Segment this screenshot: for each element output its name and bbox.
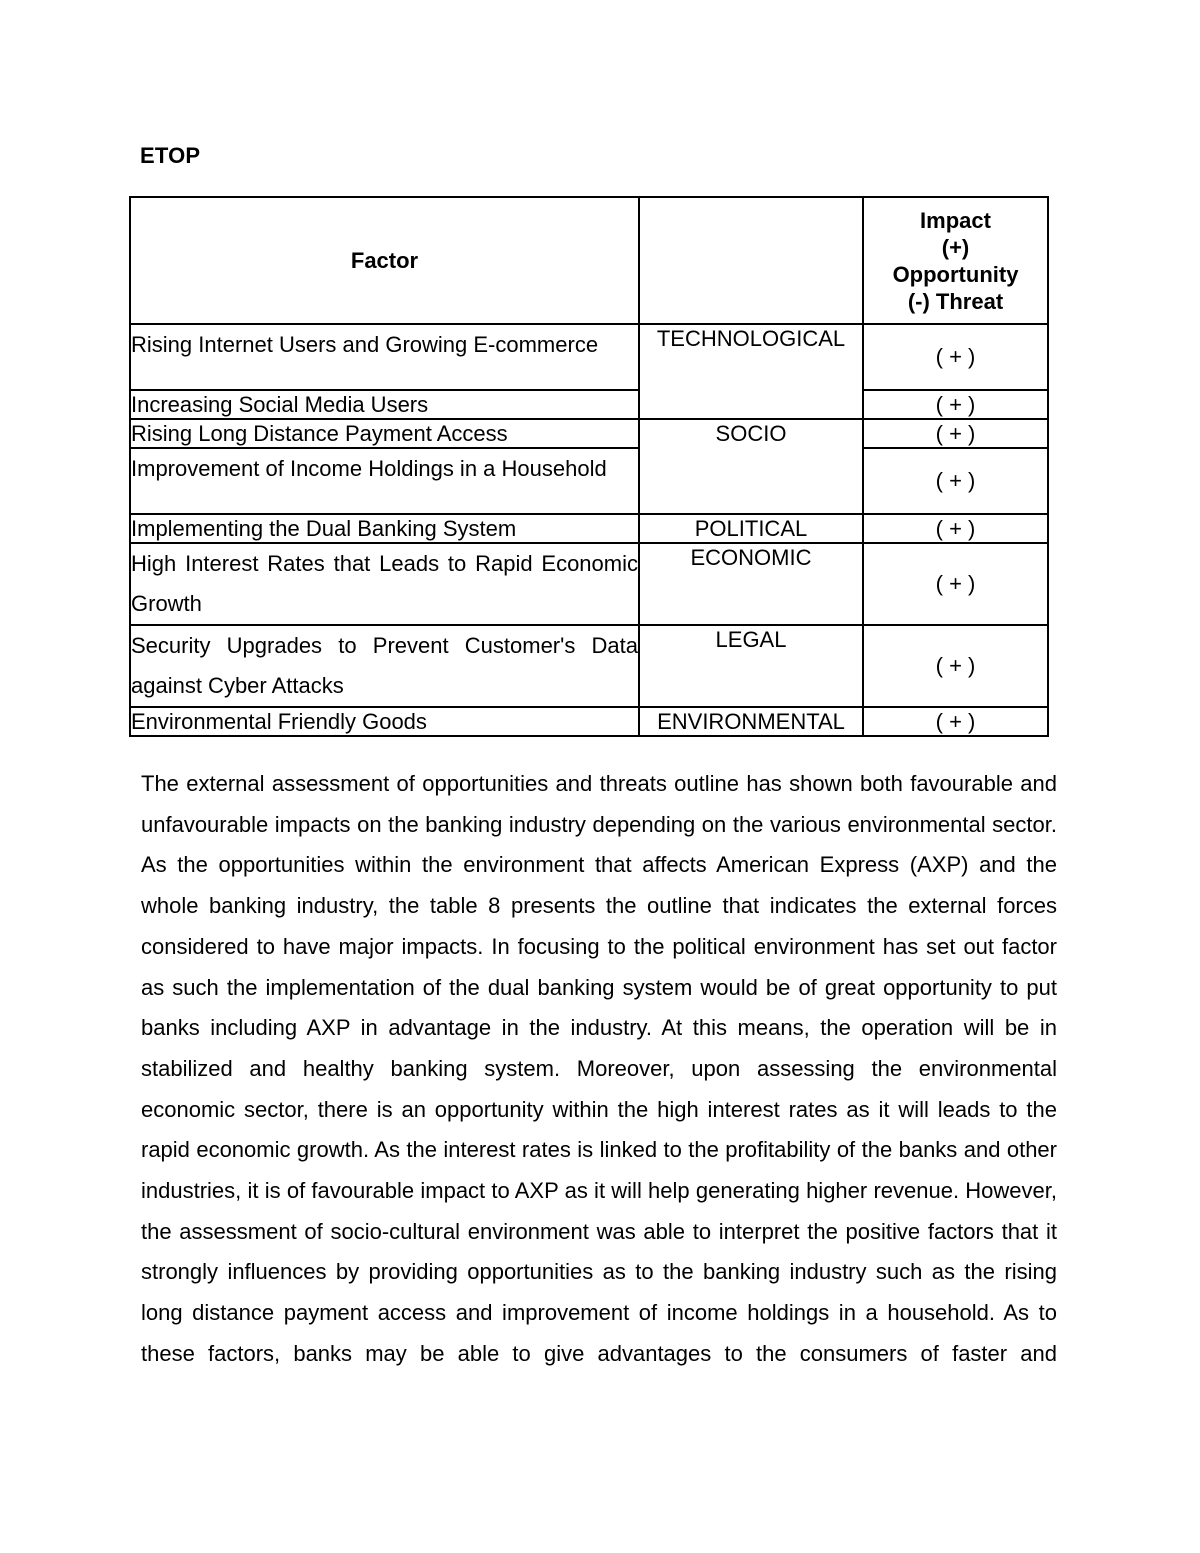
header-impact-line: Impact [920, 207, 991, 233]
category-cell: SOCIO [639, 419, 863, 514]
factor-cell: Increasing Social Media Users [130, 390, 639, 419]
impact-cell: ( + ) [863, 419, 1048, 448]
impact-cell: ( + ) [863, 625, 1048, 707]
table-header-row [130, 197, 1048, 324]
body-paragraph: The external assessment of opportunities and threats outline has shown both favourable and unfavourable impacts on the banking industry depending on the various environmental sector. As the opportunities within the environment that affects American Express (AXP) and the whole banking industry, the table 8 presents the outline that indicates the external forces considered to have major impacts. In focusing to the political environment has set out factor as such the implementation of the dual banking system would be of great opportunity to put banks including AXP in advantage in the industry. At this means, the operation will be in stabilized and healthy banking system. Moreover, upon assessing the environmental economic sector, there is an opportunity within the high interest rates as it will leads to the rapid economic growth. As the interest rates is linked to the profitability of the banks and other industries, it is of favourable impact to AXP as it will help generating higher revenue. However, the assessment of socio-cultural environment was able to interpret the positive factors that it strongly influences by providing opportunities as to the banking industry such as the rising long distance payment access and improvement of income holdings in a household. As to these factors, banks may be able to give advantages to the consumers of faster and [141, 771, 1057, 1366]
category-cell: ENVIRONMENTAL [639, 707, 863, 736]
header-factor: Factor [130, 197, 639, 324]
header-impact [863, 197, 1048, 324]
impact-cell: ( + ) [863, 543, 1048, 625]
table-row [130, 625, 1048, 707]
factor-cell: Environmental Friendly Goods [130, 707, 639, 736]
header-impact-line: Opportunity [892, 261, 1019, 287]
impact-cell: ( + ) [863, 390, 1048, 419]
factor-cell: Rising Internet Users and Growing E-commerce [130, 324, 639, 390]
factor-cell: Security Upgrades to Prevent Customer's Data against Cyber Attacks [130, 625, 639, 707]
impact-cell: ( + ) [863, 514, 1048, 543]
factor-cell: Rising Long Distance Payment Access [130, 419, 639, 448]
impact-cell: ( + ) [863, 448, 1048, 514]
page-heading: ETOP [140, 143, 201, 168]
factor-cell: High Interest Rates that Leads to Rapid Economic Growth [130, 543, 639, 625]
table-row [130, 448, 1048, 514]
table-row [130, 543, 1048, 625]
header-category [639, 197, 863, 324]
factor-cell: Improvement of Income Holdings in a Household [130, 448, 639, 514]
category-cell: TECHNOLOGICAL [639, 324, 863, 419]
table-row [130, 514, 1048, 543]
impact-cell: ( + ) [863, 707, 1048, 736]
header-impact-line: (-) Threat [907, 288, 1004, 314]
factor-cell: Implementing the Dual Banking System [130, 514, 639, 543]
table-row [130, 390, 1048, 419]
impact-cell: ( + ) [863, 324, 1048, 390]
table-row [130, 419, 1048, 448]
table-row [130, 324, 1048, 390]
header-impact-line: (+) [941, 234, 970, 260]
category-cell: ECONOMIC [639, 543, 863, 625]
etop-table [129, 196, 1049, 737]
table-row [130, 707, 1048, 736]
category-cell: POLITICAL [639, 514, 863, 543]
category-cell: LEGAL [639, 625, 863, 707]
